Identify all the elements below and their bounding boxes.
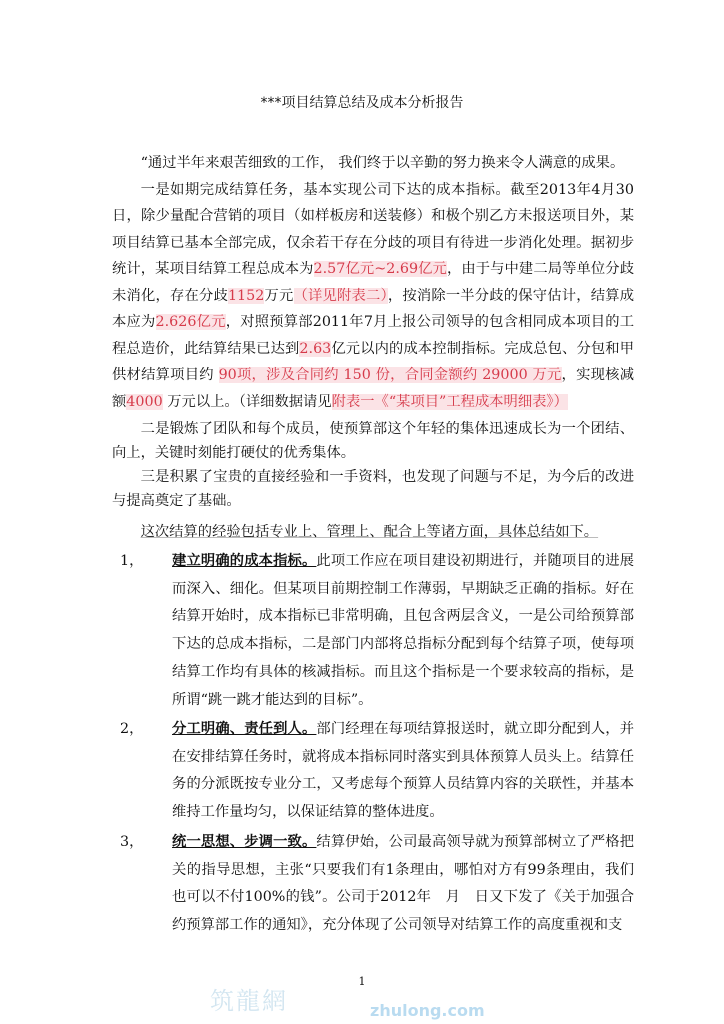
highlight-contract-stats: 90项，涉及合同约 150 份，合同金额约 29000 万元 bbox=[218, 367, 562, 383]
item-number: 2， bbox=[120, 721, 144, 737]
watermark-logo bbox=[210, 975, 530, 1024]
text-run: 万元 bbox=[264, 287, 294, 304]
paragraph-two: 二是锻炼了团队和每个成员，使预算部这个年轻的集体迅速成长为一个团结、向上，关键时刻能打硬仗的优秀集体。 bbox=[112, 421, 634, 461]
intro-text: 这次结算的经验包括专业上、管理上、配合上等诸方面，具体总结如下。 bbox=[140, 524, 599, 540]
document-body bbox=[112, 150, 634, 546]
list-item bbox=[112, 716, 634, 827]
text-run: 亿元以内的成本控制指标。完成总包、分包和甲供材结算项目约 bbox=[112, 340, 635, 383]
item-text: 结算伊始，公司最高领导就为预算部树立了严格把关的指导思想，主张“只要我们有1条理由，哪怕对方有99条理由，我们也可以不付100%的钱”。公司于2012年 月 日又下发了《关于加强合约预算部工作的通知》，充分体现了公司领导对结算工作的高度重视和支 bbox=[172, 834, 634, 934]
item-heading: 建立明确的成本指标。 bbox=[172, 553, 317, 569]
item-heading: 统一思想、步调一致。 bbox=[172, 834, 317, 850]
item-heading: 分工明确、责任到人。 bbox=[172, 721, 317, 737]
text-run: ，按消除一半分歧的保守估计，结算成本应为 bbox=[112, 287, 635, 330]
paragraph-three: 三是积累了宝贵的直接经验和一手资料，也发现了问题与不足，为今后的改进与提高奠定了基础。 bbox=[112, 469, 634, 509]
highlight-reduction-amount: 4000 bbox=[126, 393, 163, 410]
highlight-dispute-amount: 1152 bbox=[227, 287, 265, 304]
highlight-appendix-two: （详见附表二） bbox=[293, 287, 388, 304]
item-text: 此项工作应在项目建设初期进行，并随项目的进展而深入、细化。但某项目前期控制工作薄弱，早期缺乏正确的指标。好在结算开始时，成本指标已非常明确，且包含两层含义，一是公司给预算部下达的总成本指标，二是部门内部将总指标分配到每个结算子项，使每项结算工作均有具体的核减指标。而且这个指标是一个要求较高的指标，是所谓“跳一跳才能达到的目标”。 bbox=[172, 553, 634, 708]
highlight-settlement-cost: 2.626亿元 bbox=[155, 314, 226, 330]
text-run: 一是如期完成结算任务，基本实现公司下达的成本指标。截至2013年4月30日，除少量配合营销的项目（如样板房和送装修）和极个别乙方未报送项目外，某项目结算已基本全部完成，仅余若干存在分歧的项目有待进一步消化处理。据初步统计，某项目结算工程总成本为 bbox=[112, 181, 634, 277]
intro-line bbox=[112, 519, 634, 546]
highlight-cost-target: 2.63 bbox=[299, 340, 332, 357]
highlight-total-cost: 2.57亿元~2.69亿元 bbox=[313, 261, 447, 277]
item-body bbox=[172, 548, 634, 714]
paragraph-one bbox=[112, 177, 634, 416]
watermark-cn: 筑龍網 bbox=[210, 987, 288, 1015]
item-body bbox=[172, 829, 634, 940]
opening-quote: “通过半年来艰苦细致的工作， 我们终于以辛勤的努力换来令人满意的成果。 bbox=[140, 155, 625, 171]
item-body bbox=[172, 716, 634, 827]
text-run: ，对照预算部2011年7月上报公司领导的包含相同成本项目的工程总造价，此结算结果已达到 bbox=[112, 314, 635, 357]
item-number: 3， bbox=[120, 834, 144, 850]
document-title: ***项目结算总结及成本分析报告 bbox=[260, 95, 464, 111]
list-item bbox=[112, 829, 634, 940]
text-run: ，由于与中建二局等单位分歧未消化，存在分歧 bbox=[112, 261, 634, 304]
text-run: ，实现核减额 bbox=[112, 367, 635, 410]
page-number: 1 bbox=[358, 975, 366, 988]
list-item bbox=[112, 548, 634, 714]
item-number: 1， bbox=[120, 553, 144, 569]
text-run: 万元以上。（详细数据请见 bbox=[162, 393, 332, 410]
highlight-appendix-one: 附表一《“某项目”工程成本明细表》） bbox=[331, 393, 568, 410]
watermark-en: zhulong.com bbox=[370, 1001, 485, 1020]
item-text: 部门经理在每项结算报送时，就立即分配到人，并在安排结算任务时，就将成本指标同时落实到具体预算人员头上。结算任务的分派既按专业分工，又考虑每个预算人员结算内容的关联性，并基本维持工作量均匀，以保证结算的整体进度。 bbox=[172, 721, 634, 821]
